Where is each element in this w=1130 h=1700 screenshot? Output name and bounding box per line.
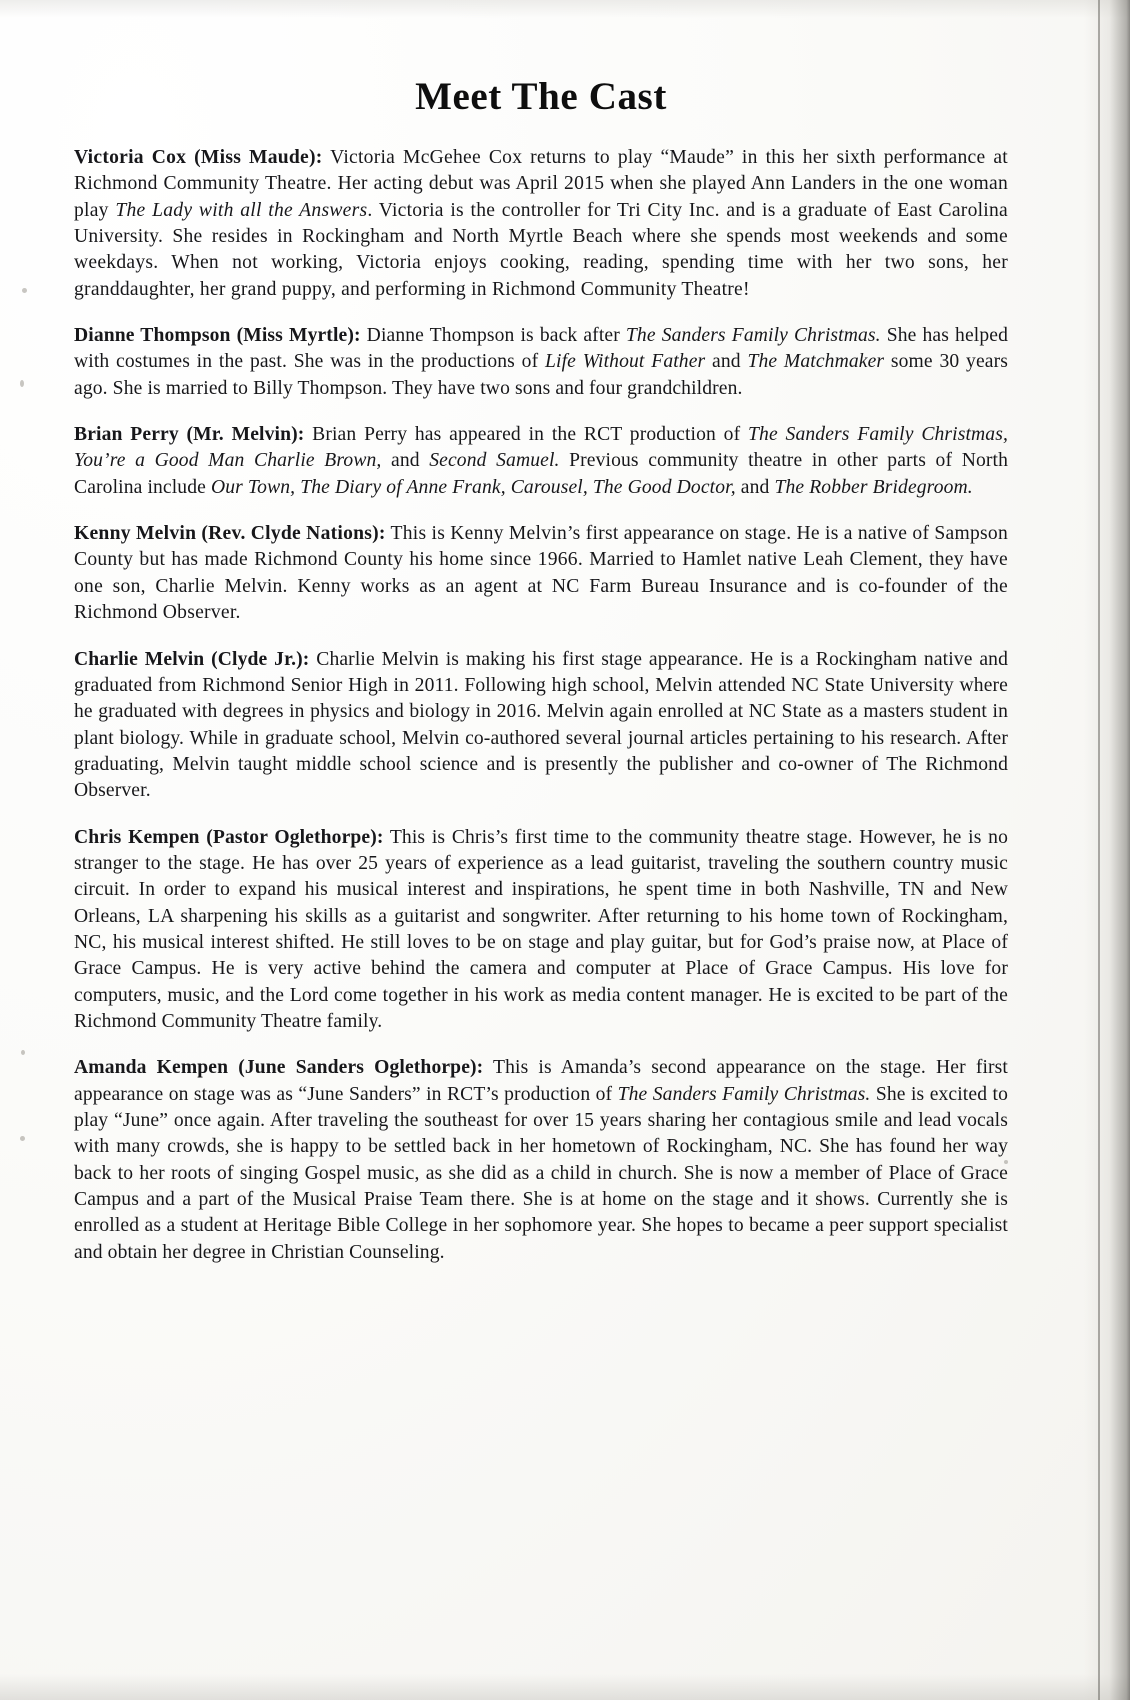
show-title: The Robber Bridegroom. [774, 476, 973, 498]
bio-paragraph-amanda-kempen [74, 1055, 1008, 1266]
cast-member-name: Kenny Melvin (Rev. Clyde Nations): [74, 523, 386, 545]
show-title: The Sanders Family Christmas, You’re a Good Man Charlie Brown, [74, 424, 1008, 472]
bio-text: some 30 years ago. She is married to Billy Thompson. They have two sons and four grandchildren. [74, 351, 1009, 399]
bio-text: Previous community theatre in other parts of North Carolina include [74, 450, 1009, 498]
bio-text: Brian Perry has appeared in the RCT production of [304, 424, 749, 446]
cast-member-name: Brian Perry (Mr. Melvin): [74, 424, 305, 446]
bio-text: This is Amanda’s second appearance on the stage. Her first appearance on stage was as “June Sanders” in RCT’s production of [74, 1057, 1008, 1105]
bio-paragraph-chris-kempen [74, 825, 1008, 1036]
bio-text: Victoria McGehee Cox returns to play “Maude” in this her sixth performance at Richmond Community Theatre. Her acting debut was April 2015 when she played Ann Landers in the one woman play [74, 147, 1008, 221]
show-title: Our Town, The Diary of Anne Frank, Carousel, The Good Doctor, [210, 476, 736, 498]
bio-text: She has helped with costumes in the past. She was in the productions of [74, 325, 1008, 373]
bio-text: and [705, 351, 748, 373]
bio-text: She is excited to play “June” once again. After traveling the southeast for over 15 years sharing her contagious smile and lead vocals with many crowds, she is happy to be settled back in her hometown of Rockingham, NC. She has found her way back to her roots of singing Gospel music, as she did as a child in church. She is now a member of Place of Grace Campus and a part of the Musical Praise Team there. She is at home on the stage and it shows. Currently she is enrolled as a student at Heritage Bible College in her sophomore year. She hopes to became a peer support specialist and obtain her degree in Christian Counseling. [74, 1083, 1008, 1263]
show-title: The Lady with all the Answers [115, 199, 368, 221]
bio-text: Dianne Thompson is back after [360, 325, 626, 347]
scan-speck [20, 1136, 25, 1141]
cast-member-name: Victoria Cox (Miss Maude): [74, 147, 323, 168]
page-title: Meet The Cast [415, 75, 667, 118]
cast-member-name: Charlie Melvin (Clyde Jr.): [74, 648, 310, 670]
bio-text: and [381, 450, 430, 472]
bio-text: Charlie Melvin is making his first stage appearance. He is a Rockingham native and graduated from Richmond Senior High in 2011. Following high school, Melvin attended NC State University where he graduated with degrees in physics and biology in 2016. Melvin again enrolled at NC State as a masters student in plant biology. While in graduate school, Melvin co-authored several journal articles pertaining to his research. After graduating, Melvin taught middle school science and is presently the publisher and co-owner of The Richmond Observer. [74, 648, 1008, 802]
cast-member-name: Amanda Kempen (June Sanders Oglethorpe): [74, 1057, 484, 1079]
show-title: The Sanders Family Christmas. [625, 325, 881, 347]
scan-speck [20, 380, 24, 387]
bio-paragraph-victoria-cox [74, 145, 1008, 303]
bio-paragraph-dianne-thompson [74, 323, 1008, 402]
show-title: The Sanders Family Christmas. [617, 1083, 871, 1105]
page-right-edge-shadow [1084, 0, 1130, 1700]
scan-speck [21, 1050, 25, 1055]
show-title: Life Without Father [544, 351, 706, 373]
show-title: Second Samuel. [429, 450, 560, 472]
bio-paragraph-kenny-melvin [74, 521, 1008, 626]
bio-text: and [735, 476, 775, 498]
bio-paragraph-brian-perry [74, 422, 1008, 501]
page-bottom-shadow [0, 1674, 1130, 1700]
bio-text: . Victoria is the controller for Tri City Inc. and is a graduate of East Carolina University. She resides in Rockingham and North Myrtle Beach where she spends most weekends and some weekdays. When not working, Victoria enjoys cooking, reading, spending time with her two sons, her granddaughter, her grand puppy, and performing in Richmond Community Theatre! [74, 199, 1008, 300]
cast-bios-container [74, 74, 1008, 1266]
bio-paragraph-charlie-melvin [74, 647, 1008, 805]
cast-member-name: Chris Kempen (Pastor Oglethorpe): [74, 826, 384, 848]
scan-speck [22, 288, 27, 293]
cast-member-name: Dianne Thompson (Miss Myrtle): [74, 325, 361, 347]
show-title: The Matchmaker [747, 351, 885, 373]
page-fold-line [1098, 0, 1100, 1700]
bio-text: This is Kenny Melvin’s first appearance on stage. He is a native of Sampson County but has made Richmond County his home since 1966. Married to Hamlet native Leah Clement, they have one son, Charlie Melvin. Kenny works as an agent at NC Farm Bureau Insurance and is co-founder of the Richmond Observer. [74, 523, 1008, 624]
page-top-shadow [0, 0, 1130, 18]
bio-text: This is Chris’s first time to the community theatre stage. However, he is no stranger to the stage. He has over 25 years of experience as a lead guitarist, traveling the southern country music circuit. In order to expand his musical interest and inspirations, he spent time in both Nashville, TN and New Orleans, LA sharpening his skills as a guitarist and songwriter. After returning to his home town of Rockingham, NC, his musical interest shifted. He still loves to be on stage and play guitar, but for God’s praise now, at Place of Grace Campus. He is very active behind the camera and computer at Place of Grace Campus. His love for computers, music, and the Lord come together in his work as media content manager. He is excited to be part of the Richmond Community Theatre family. [74, 826, 1008, 1032]
